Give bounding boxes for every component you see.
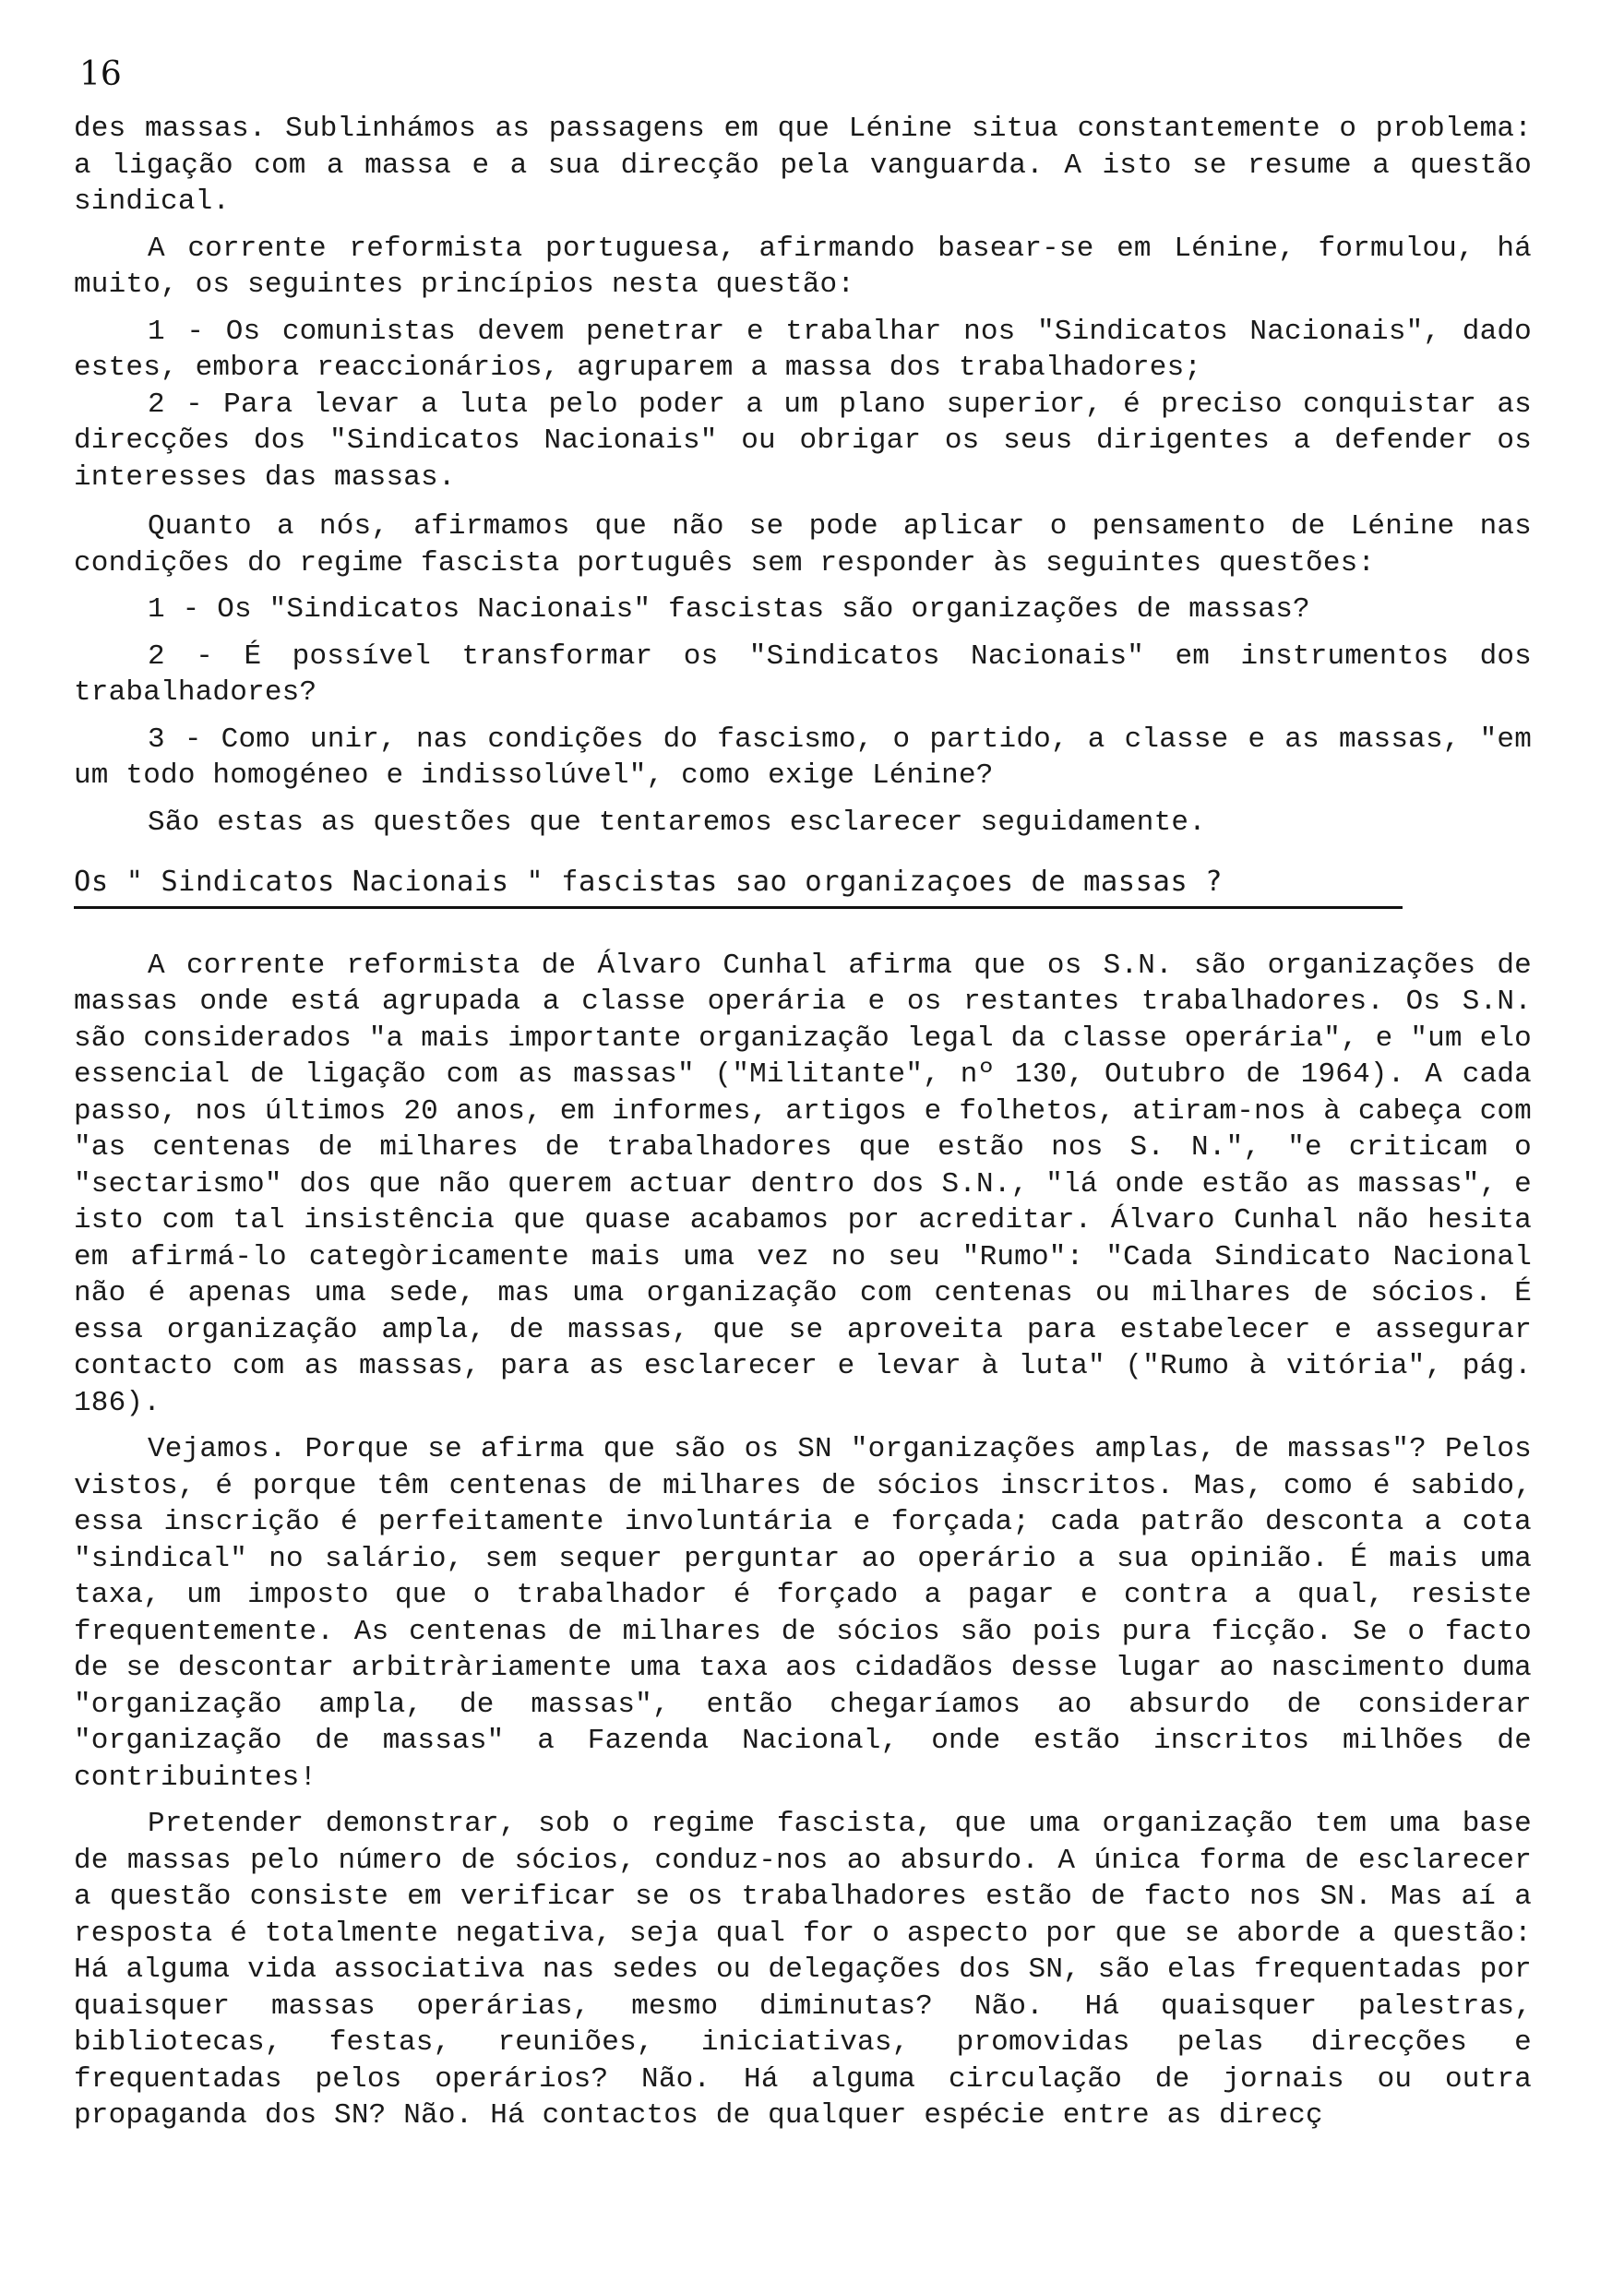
question-1: 1 - Os "Sindicatos Nacionais" fascistas são organizações de massas? <box>148 593 1310 626</box>
section-heading: Os " Sindicatos Nacionais " fascistas sao organizaçoes de massas ? <box>74 864 1403 909</box>
section-paragraph-2: Vejamos. Porque se afirma que são os SN "organizações amplas, de massas"? Pelos vistos, é porque têm centenas de milhares de sócios inscritos. Mas, como é sabido, essa inscrição é perfeitamente involuntária e forçada; cada patrão desconta a cota "sindical" no salário, sem sequer perguntar ao operário a sua opinião. É mais uma taxa, um imposto que o trabalhador é forçado a pagar e contra a qual, resiste frequentemente. As centenas de milhares de sócios são pois pura ficção. Se o facto de se descontar arbitràriamente uma taxa aos cidadãos desse lugar ao nascimento duma "organização ampla, de massas", então chegaríamos ao absurdo de considerar "organização de massas" a Fazenda Nacional, onde estão inscritos milhões de contribuintes! <box>74 1433 1532 1794</box>
intro-paragraph-3: Quanto a nós, afirmamos que não se pode aplicar o pensamento de Lénine nas condições do regime fascista português sem responder às seguintes questões: <box>74 510 1532 579</box>
question-3: 3 - Como unir, nas condições do fascismo, o partido, a classe e as massas, "em um todo homogéneo e indissolúvel", como exige Lénine? <box>74 723 1532 792</box>
reformist-point-2: 2 - Para levar a luta pelo poder a um plano superior, é preciso conquistar as direcções dos "Sindicatos Nacionais" ou obrigar os seus dirigentes a defender os interesses das massas. <box>74 388 1532 494</box>
intro-paragraph-1: des massas. Sublinhámos as passagens em que Lénine situa constantemente o problema: a ligação com a massa e a sua direcção pela vanguarda. A isto se resume a questão sindical. <box>74 113 1532 218</box>
body-text <box>74 111 1532 2145</box>
section-paragraph-1: A corrente reformista de Álvaro Cunhal afirma que os S.N. são organizações de massas onde está agrupada a classe operária e os restantes trabalhadores. Os S.N. são considerados "a mais importante organização legal da classe operária", e "um elo essencial de ligação com as massas" ("Militante", nº 130, Outubro de 1964). A cada passo, nos últimos 20 anos, em informes, artigos e folhetos, atiram-nos à cabeça com "as centenas de milhares de trabalhadores que estão nos S. N.", "e criticam o "sectarismo" dos que não querem actuar dentro dos S.N., "lá onde estão as massas", e isto com tal insistência que quase acabamos por acreditar. Álvaro Cunhal não hesita em afirmá-lo categòricamente mais uma vez no seu "Rumo": "Cada Sindicato Nacional não é apenas uma sede, mas uma organização com centenas ou milhares de sócios. É essa organização ampla, de massas, que se aproveita para estabelecer e assegurar contacto com as massas, para as esclarecer e levar à luta" ("Rumo à vitória", pág. 186). <box>74 949 1532 1419</box>
reformist-points-list <box>74 314 1532 496</box>
section-paragraph-3: Pretender demonstrar, sob o regime fascista, que uma organização tem uma base de massas pelo número de sócios, conduz-nos ao absurdo. A única forma de esclarecer a questão consiste em verificar se os trabalhadores estão de facto nos SN. Mas aí a resposta é totalmente negativa, seja qual for o aspecto por que se aborde a questão: Há alguma vida associativa nas sedes ou delegações dos SN, são elas frequentadas por quaisquer massas operárias, mesmo diminutas? Não. Há quaisquer palestras, bibliotecas, festas, reuniões, iniciativas, promovidas pelas direcções e frequentadas pelos operários? Não. Há alguma circulação de jornais ou outra propaganda dos SN? Não. Há contactos de qualquer espécie entre as direcç <box>74 1808 1532 2132</box>
intro-paragraph-4: São estas as questões que tentaremos esclarecer seguidamente. <box>148 806 1206 839</box>
page-number: 16 <box>79 55 122 93</box>
reformist-point-1: 1 - Os comunistas devem penetrar e trabalhar nos "Sindicatos Nacionais", dado estes, embora reaccionários, agruparem a massa dos trabalhadores; <box>74 315 1532 384</box>
question-2: 2 - É possível transformar os "Sindicatos Nacionais" em instrumentos dos trabalhadores? <box>74 639 1532 709</box>
intro-paragraph-2: A corrente reformista portuguesa, afirmando basear-se em Lénine, formulou, há muito, os seguintes princípios nesta questão: <box>74 232 1532 301</box>
